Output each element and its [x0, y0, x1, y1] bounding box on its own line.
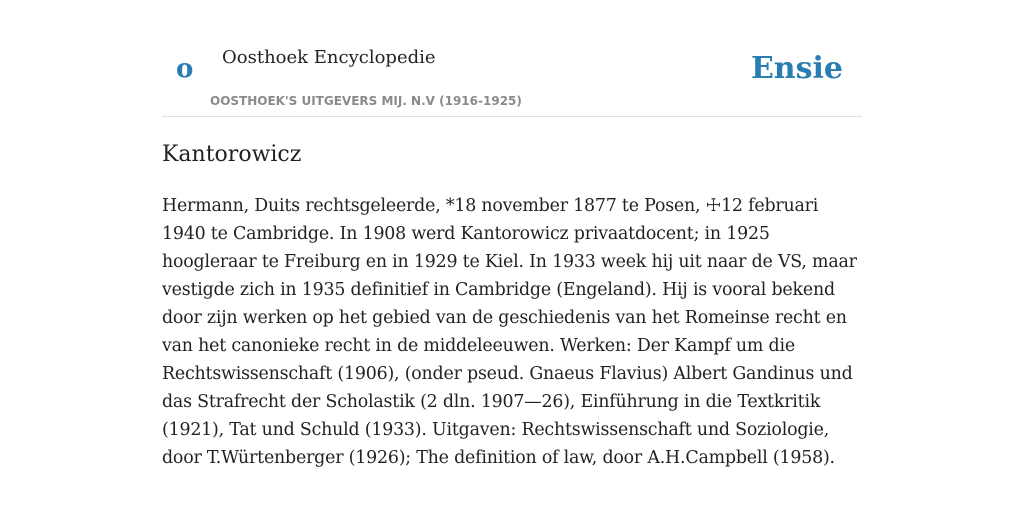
source-logo[interactable]: o: [176, 54, 194, 84]
brand-logo-link[interactable]: Ensie: [750, 51, 843, 86]
source-header: [162, 0, 862, 117]
source-title-link[interactable]: Oosthoek Encyclopedie: [222, 47, 436, 68]
source-subtitle: OOSTHOEK'S UITGEVERS MIJ. N.V (1916-1925): [210, 94, 522, 108]
entry-title: Kantorowicz: [162, 142, 302, 167]
entry-text: Hermann, Duits rechtsgeleerde, *18 november 1877 te Posen, ☩12 februari 1940 te Cambridge. In 1908 werd Kantorowicz privaatdocent; in 1925 hoogleraar te Freiburg en in 1929 te Kiel. In 1933 week hij uit naar de VS, maar vestigde zich in 1935 definitief in Cambridge (Engeland). Hij is vooral bekend door zijn werken op het gebied van de geschiedenis van het Romeinse recht en van het canonieke recht in de middeleeuwen. Werken: Der Kampf um die Rechtswissenschaft (1906), (onder pseud. Gnaeus Flavius) Albert Gandinus und das Strafrecht der Scholastik (2 dln. 1907—26), Einführung in die Textkritik (1921), Tat und Schuld (1933). Uitgaven: Rechtswissenschaft und Soziologie, door T.Würtenberger (1926); The definition of law, door A.H.Campbell (1958).: [162, 196, 857, 468]
